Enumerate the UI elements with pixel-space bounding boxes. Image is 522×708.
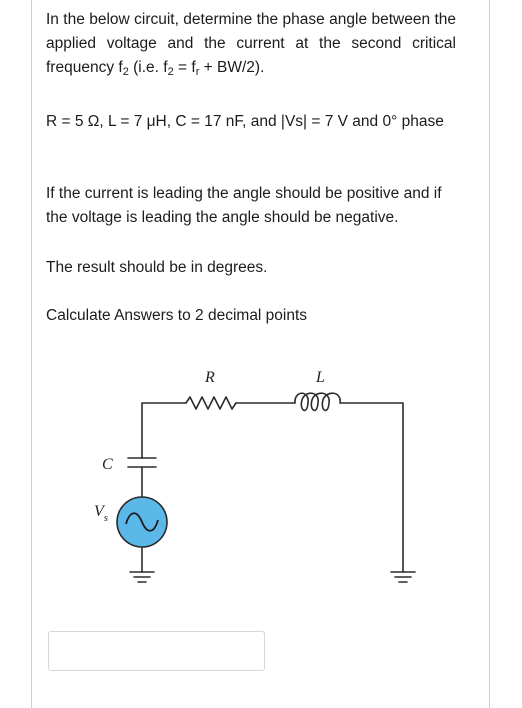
question-sign-rule: If the current is leading the angle should be positive and if the voltage is leading the angle should be negative. <box>46 185 442 226</box>
question-units-note: The result should be in degrees. <box>46 259 268 276</box>
inductor-label: L <box>316 369 325 386</box>
capacitor-label: C <box>102 456 113 473</box>
question-card <box>31 0 490 708</box>
question-precision-note: Calculate Answers to 2 decimal points <box>46 307 308 324</box>
question-intro: In the below circuit, determine the phase angle between the applied voltage and the current at the second critical frequency $f_2$ (i.e. $f_2 = f_r + BW/2$). <box>46 11 456 78</box>
resistor-label: R <box>205 369 215 386</box>
question-parameters: R = 5 Ω, L = 7 μH, C = 17 nF, and |Vs| = 7 V and 0° phase <box>46 113 444 130</box>
source-label: $V_s$ <box>94 503 109 524</box>
answer-input[interactable] <box>48 631 265 671</box>
